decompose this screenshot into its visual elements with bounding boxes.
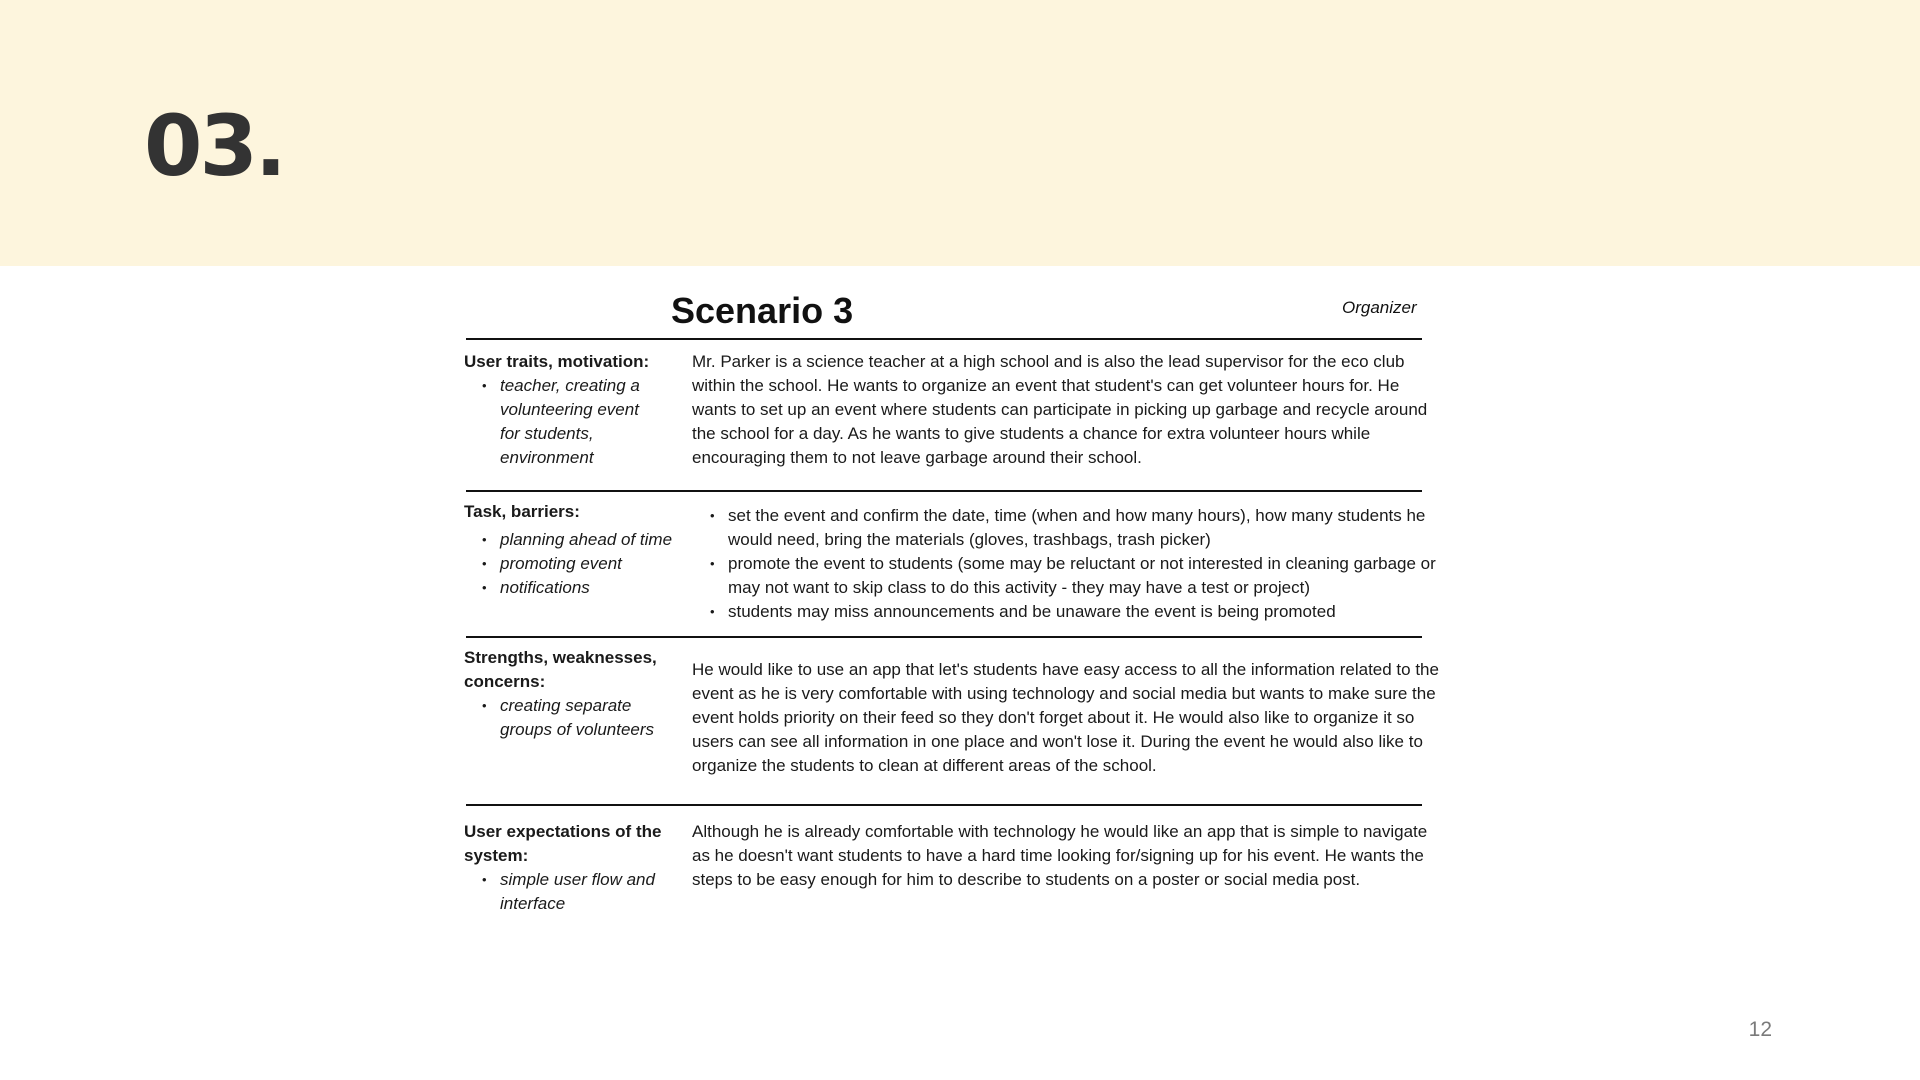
scenario-title: Scenario 3 (671, 290, 854, 331)
left-point-list (464, 694, 670, 742)
row-label: User expectations of the system: (464, 822, 662, 865)
row-label: User traits, motivation: (464, 352, 650, 371)
row-text: Mr. Parker is a science teacher at a high school and is also the lead supervisor for the eco club within the school. He wants to organize an event that student's can get volunteer hours for. He wants to set up an event where students can participate in picking up garbage and recycle around the school for a day. As he wants to give students a chance for extra volunteer hours while encouraging them to not leave garbage around their school. (692, 352, 1428, 467)
left-point: • promoting event (500, 552, 692, 576)
left-point-list (464, 528, 692, 600)
left-point: • planning ahead of time (500, 528, 692, 552)
row-label: Strengths, weaknesses, concerns: (464, 648, 657, 691)
bullet-item: • students may miss announcements and be unaware the event is being promoted (728, 600, 1440, 624)
row-user-expectations (464, 806, 1440, 916)
header-band (0, 0, 1920, 266)
row-label: Task, barriers: (464, 502, 580, 521)
bullet-list (692, 504, 1440, 624)
left-point: • creating separate groups of volunteers (500, 694, 670, 742)
page-number: 12 (1748, 1018, 1772, 1041)
left-point: • notifications (500, 576, 692, 600)
row-user-traits (464, 340, 1440, 490)
scenario-title-row (464, 284, 1440, 338)
left-point-list (464, 868, 676, 916)
bullet-item: • promote the event to students (some may be reluctant or not interested in cleaning garbage or may not want to skip class to do this activity - they may have a test or project) (728, 552, 1440, 600)
bullet-item: • set the event and confirm the date, time (when and how many hours), how many students he would need, bring the materials (gloves, trashbags, trash picker) (728, 504, 1440, 552)
scenario-card (464, 284, 1440, 916)
role-tag: Organizer (1342, 298, 1417, 317)
row-task-barriers (464, 492, 1440, 636)
row-text: He would like to use an app that let's students have easy access to all the information related to the event as he is very comfortable with using technology and social media but wants to make sure the event holds priority on their feed so they don't forget about it. He would also like to organize it so users can see all information in one place and won't lose it. During the event he would also like to organize the students to clean at different areas of the school. (692, 660, 1439, 775)
row-strengths-weaknesses (464, 638, 1440, 804)
row-text: Although he is already comfortable with technology he would like an app that is simple to navigate as he doesn't want students to have a hard time looking for/signing up for his event. He wants the steps to be easy enough for him to describe to students on a poster or social media post. (692, 822, 1428, 889)
section-number: 03. (144, 97, 284, 195)
left-point-list (464, 374, 660, 470)
left-point: • teacher, creating a volunteering event for students, environment (500, 374, 660, 470)
left-point: • simple user flow and interface (500, 868, 676, 916)
